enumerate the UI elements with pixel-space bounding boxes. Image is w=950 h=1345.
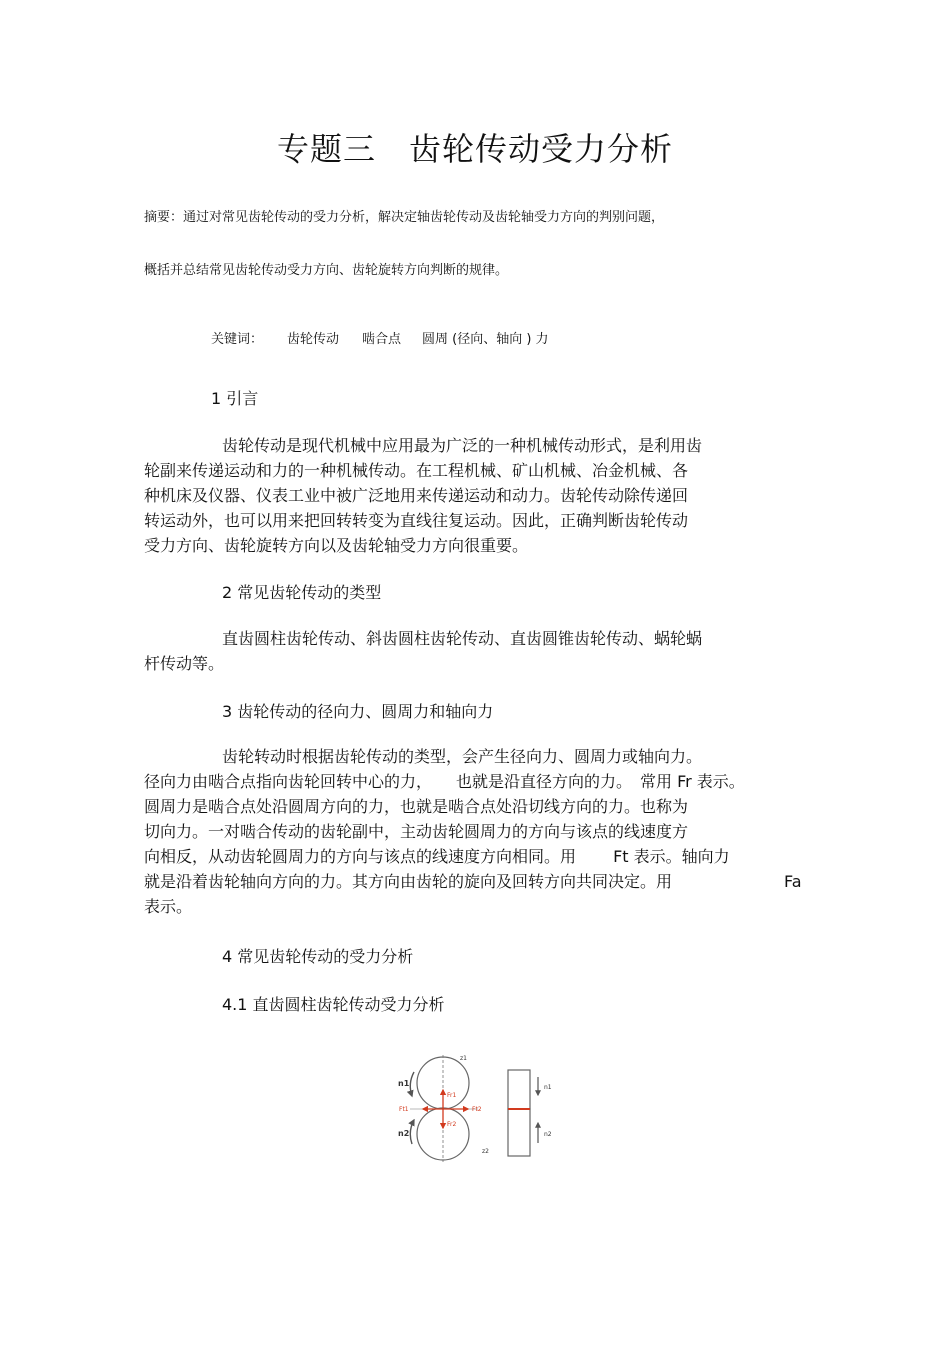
n1-rotation-arc xyxy=(410,1072,414,1096)
n2-label: n2 xyxy=(398,1129,410,1138)
section-4-1-heading: 4.1 直齿圆柱齿轮传动受力分析 xyxy=(222,995,445,1014)
s3-line: 径向力由啮合点指向齿轮回转中心的力， 也就是沿直径方向的力。 常用 Fr 表示。 xyxy=(144,772,745,791)
s3-line: 表示。 xyxy=(144,897,193,916)
keywords-label: 关键词： xyxy=(211,332,264,347)
abstract-line-2: 概括并总结常见齿轮传动受力方向、齿轮旋转方向判断的规律。 xyxy=(144,263,509,278)
z1-label: z1 xyxy=(460,1055,467,1062)
fr1-label: Fr1 xyxy=(447,1092,457,1099)
section-1-heading: 1 引言 xyxy=(211,389,259,408)
s1-line: 齿轮传动是现代机械中应用最为广泛的一种机械传动形式，是利用齿 xyxy=(222,436,703,455)
section-2-heading: 2 常见齿轮传动的类型 xyxy=(222,583,382,602)
n1-label: n1 xyxy=(398,1079,410,1088)
side-view-gear-2 xyxy=(508,1109,530,1156)
z2-label: z2 xyxy=(482,1148,489,1155)
s2-line: 直齿圆柱齿轮传动、斜齿圆柱齿轮传动、直齿圆锥齿轮传动、蜗轮蜗 xyxy=(222,629,703,648)
s2-line: 杆传动等。 xyxy=(144,654,225,673)
n1-side-label: n1 xyxy=(544,1084,552,1091)
ft1-label: Ft1 xyxy=(399,1106,409,1113)
page-title: 专题三 齿轮传动受力分析 xyxy=(276,130,673,168)
s1-line: 种机床及仪器、仪表工业中被广泛地用来传递运动和动力。齿轮传动除传递回 xyxy=(144,486,689,505)
section-3-heading: 3 齿轮传动的径向力、圆周力和轴向力 xyxy=(222,702,494,721)
s1-line: 受力方向、齿轮旋转方向以及齿轮轴受力方向很重要。 xyxy=(144,536,529,555)
s3-line: 就是沿着齿轮轴向方向的力。其方向由齿轮的旋向及回转方向共同决定。用 xyxy=(144,872,673,891)
fr2-label: Fr2 xyxy=(447,1121,457,1128)
n2-rotation-arc xyxy=(410,1120,414,1144)
s3-line: 圆周力是啮合点处沿圆周方向的力，也就是啮合点处沿切线方向的力。也称为 xyxy=(144,797,689,816)
s3-line: 切向力。一对啮合传动的齿轮副中，主动齿轮圆周力的方向与该点的线速度方 xyxy=(144,822,689,841)
abstract-line-1: 摘要：通过对常见齿轮传动的受力分析，解决定轴齿轮传动及齿轮轴受力方向的判别问题， xyxy=(144,210,665,225)
keyword-3: 圆周 (径向、轴向 ) 力 xyxy=(422,332,549,347)
section-4-heading: 4 常见齿轮传动的受力分析 xyxy=(222,947,414,966)
s1-line: 轮副来传递运动和力的一种机械传动。在工程机械、矿山机械、冶金机械、各 xyxy=(144,461,689,480)
keyword-2: 啮合点 xyxy=(362,332,402,347)
keyword-1: 齿轮传动 xyxy=(287,332,340,347)
s3-line: 向相反，从动齿轮圆周力的方向与该点的线速度方向相同。用 Ft 表示。轴向力 xyxy=(144,847,730,866)
s3-line: 齿轮转动时根据齿轮传动的类型，会产生径向力、圆周力或轴向力。 xyxy=(222,747,703,766)
spur-gear-force-diagram xyxy=(398,1052,563,1164)
s3-fa-symbol: Fa xyxy=(784,872,802,891)
s1-line: 转运动外，也可以用来把回转转变为直线往复运动。因此，正确判断齿轮传动 xyxy=(144,511,689,530)
side-view-gear-1 xyxy=(508,1070,530,1109)
gear-diagram-svg xyxy=(398,1052,563,1164)
ft2-label: Ft2 xyxy=(472,1106,482,1113)
n2-side-label: n2 xyxy=(544,1131,552,1138)
